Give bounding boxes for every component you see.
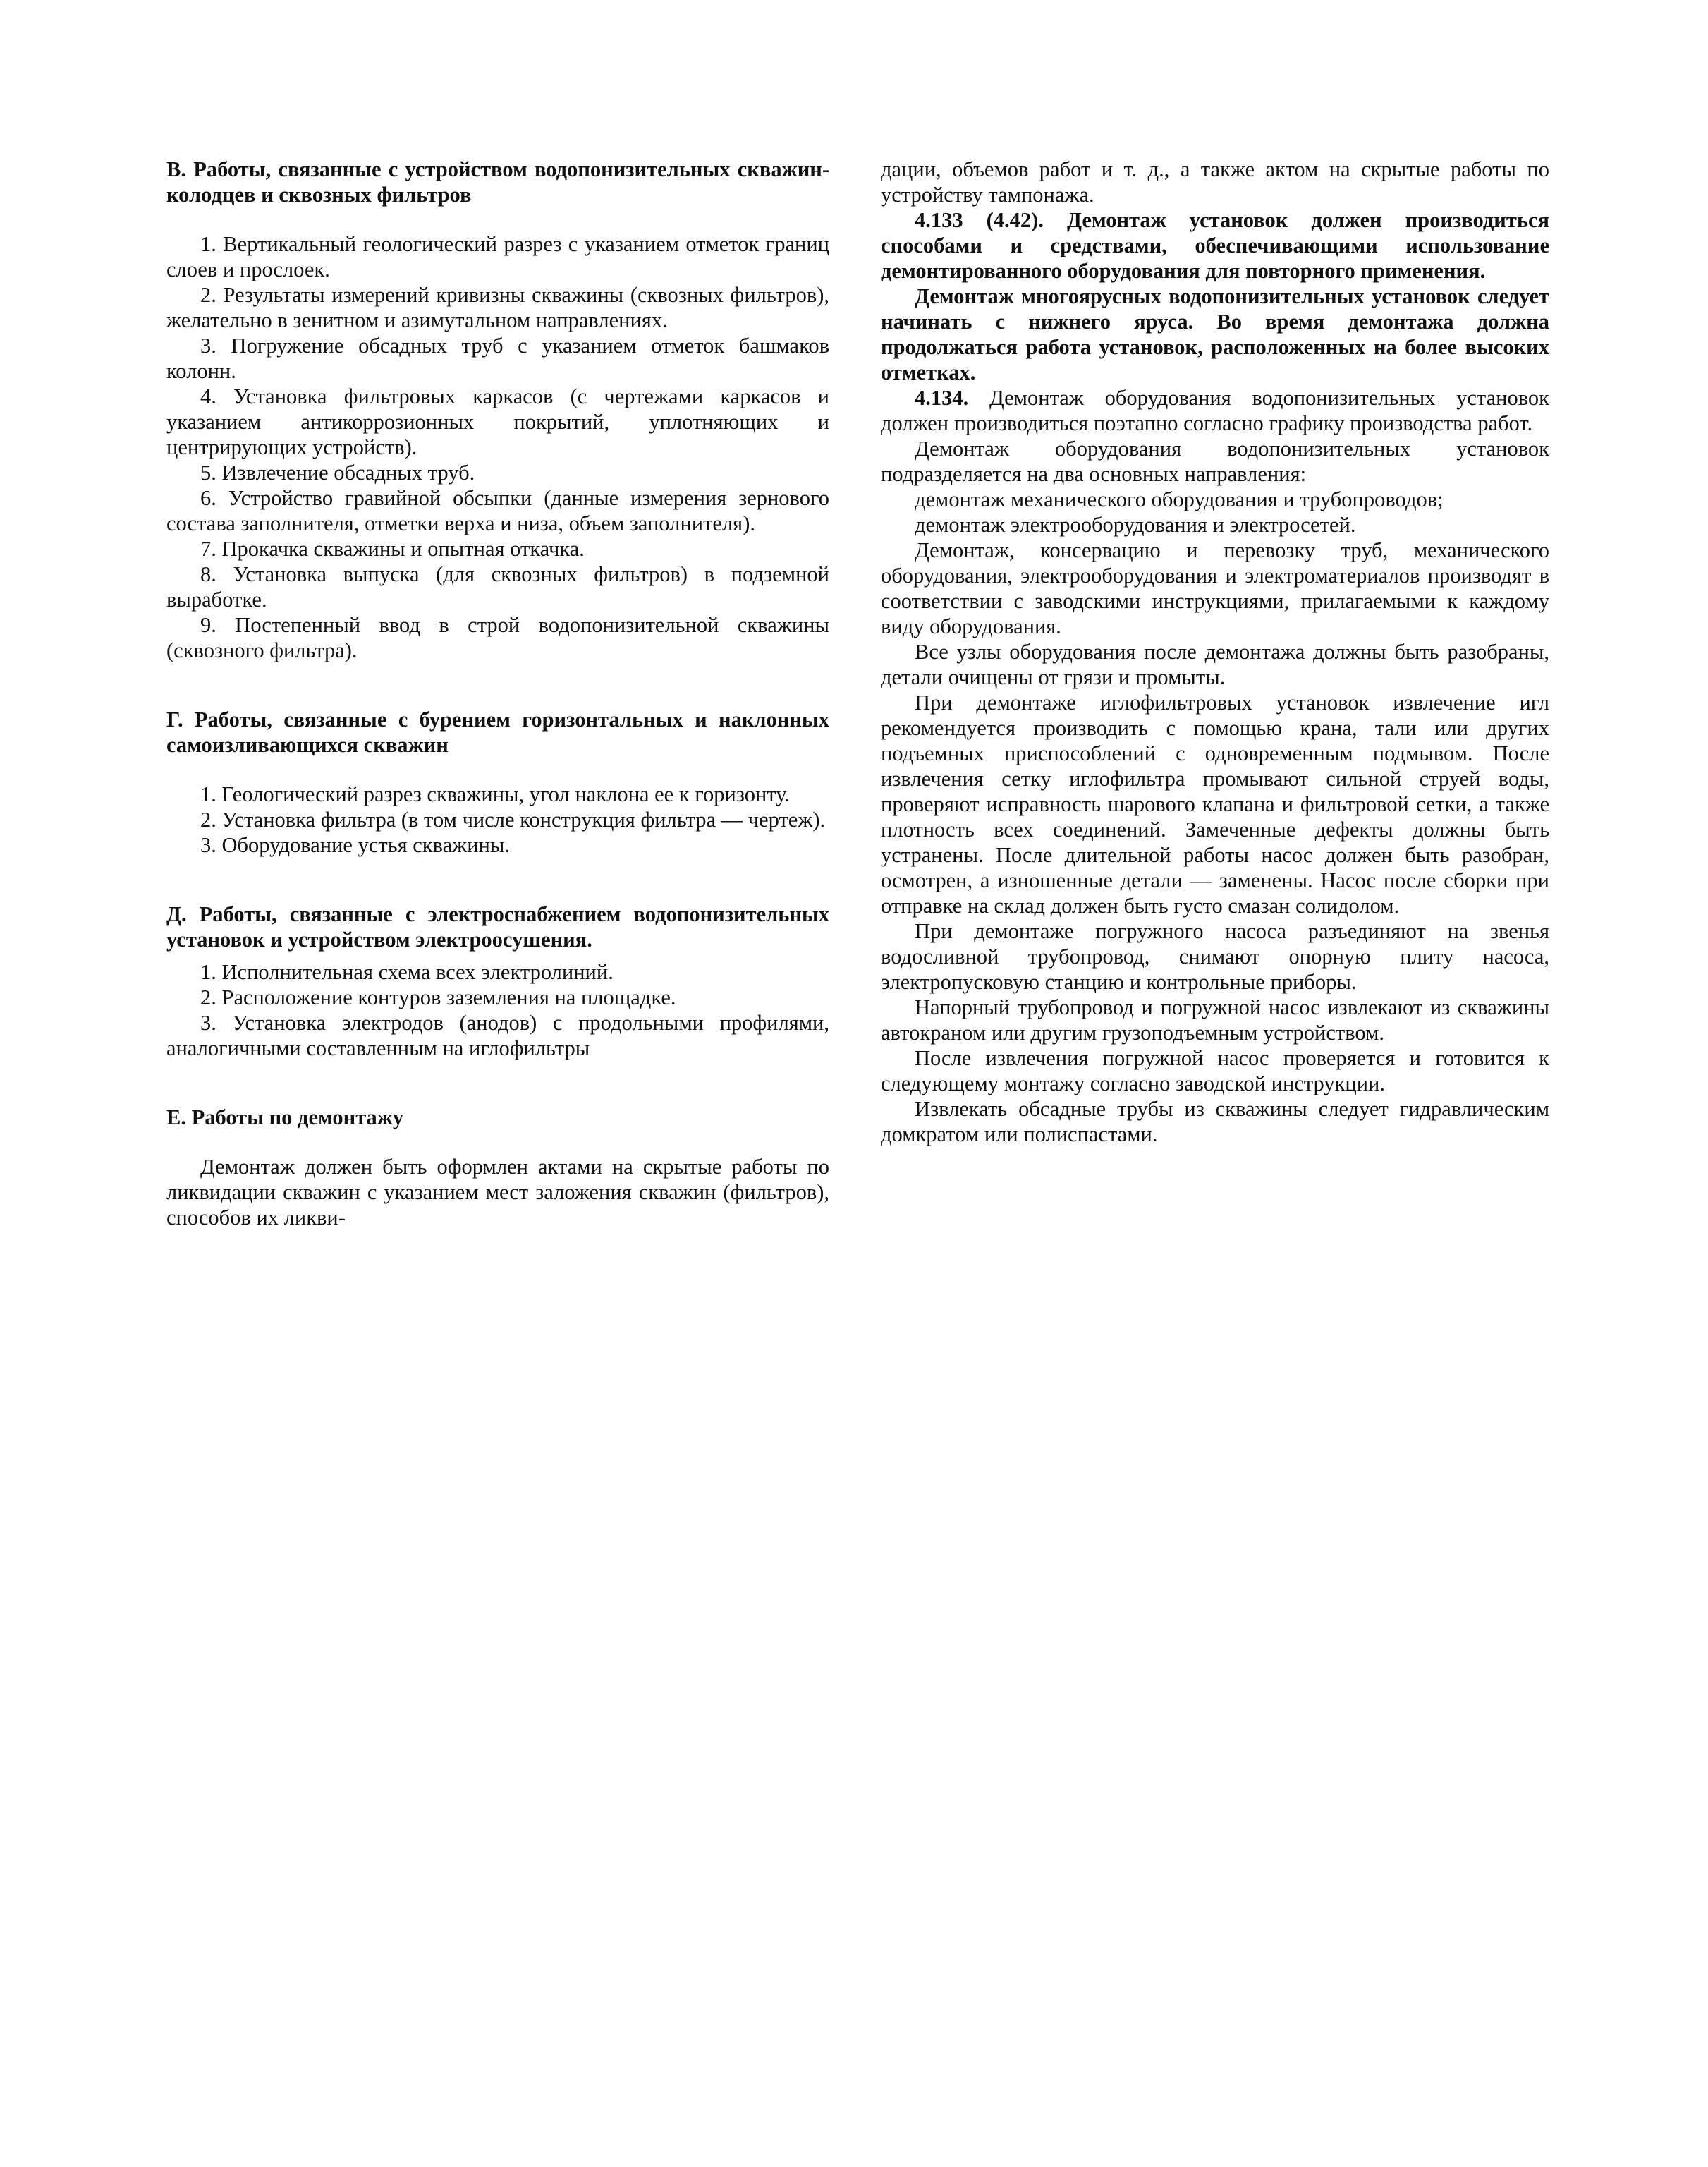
clause-4-134	[881, 385, 1549, 436]
continuation-paragraph: дации, объемов работ и т. д., а также актом на скрытые работы по устройству тампонажа.	[881, 157, 1549, 207]
clause-4-133	[881, 207, 1549, 284]
left-column	[166, 157, 829, 1230]
list-item: 7. Прокачка скважины и опытная откачка.	[200, 537, 585, 561]
paragraph: При демонтаже иглофильтровых установок извлечение игл рекомендуется производить с помощью крана, тали или других подъемных приспособлений с одновременным подмывом. После извлечения сетку иглофильтра промывают сильной струей воды, проверяют исправность шарового клапана и фильтровой сетки, а также плотность всех соединений. Замеченные дефекты должны быть устранены. После длительной работы насос должен быть разобран, осмотрен, а изношенные детали — заменены. Насос после сборки при отправке на склад должен быть густо смазан солидолом.	[881, 691, 1549, 918]
section-v-heading: В. Работы, связанные с устройством водопонизительных скважин-колодцев и сквозных фильтров	[166, 157, 829, 207]
clause-text: Демонтаж оборудования водопонизительных установок должен производиться поэтапно согласно графику производства работ.	[881, 386, 1550, 435]
paragraph: При демонтаже погружного насоса разъединяют на звенья водосливной трубопровод, снимают опорную плиту насоса, электропусковую станцию и контрольные приборы.	[881, 919, 1549, 994]
section-g-heading: Г. Работы, связанные с бурением горизонтальных и наклонных самоизливающихся скважин	[166, 708, 829, 757]
section-e-paragraph: Демонтаж должен быть оформлен актами на скрытые работы по ликвидации скважин с указанием мест заложения скважин (фильтров), способов их ликви-	[166, 1155, 829, 1230]
paragraph: Все узлы оборудования после демонтажа должны быть разобраны, детали очищены от грязи и промыты.	[881, 640, 1549, 689]
clause-text: Демонтаж установок должен производиться способами и средствами, обеспечивающими использование демонтированного оборудования для повторного применения.	[881, 208, 1550, 283]
section-d-heading: Д. Работы, связанные с электроснабжением водопонизительных установок и устройством электроосушения.	[166, 902, 829, 952]
paragraph: демонтаж электрооборудования и электросетей.	[915, 513, 1356, 537]
list-item: 1. Исполнительная схема всех электролиний.	[200, 960, 614, 984]
right-column	[881, 157, 1549, 1147]
paragraph: Демонтаж, консервацию и перевозку труб, механического оборудования, электрооборудования и электроматериалов производят в соответствии с заводскими инструкциями, прилагаемыми к каждому виду оборудования.	[881, 538, 1549, 638]
list-item: 5. Извлечение обсадных труб.	[200, 461, 475, 485]
list-item: 2. Расположение контуров заземления на площадке.	[200, 985, 676, 1009]
list-item: 2. Установка фильтра (в том числе конструкция фильтра — чертеж).	[200, 808, 826, 832]
list-item: 9. Постепенный ввод в строй водопонизительной скважины (сквозного фильтра).	[166, 613, 829, 662]
paragraph: После извлечения погружной насос проверяется и готовится к следующему монтажу согласно заводской инструкции.	[881, 1046, 1549, 1095]
list-item: 3. Установка электродов (анодов) с продольными профилями, аналогичными составленным на иглофильтры	[166, 1011, 829, 1060]
paragraph: демонтаж механического оборудования и трубопроводов;	[915, 487, 1444, 511]
list-item: 1. Геологический разрез скважины, угол наклона ее к горизонту.	[200, 782, 791, 806]
paragraph: Извлекать обсадные трубы из скважины следует гидравлическим домкратом или полиспастами.	[881, 1097, 1549, 1146]
list-item: 3. Погружение обсадных труб с указанием отметок башмаков колонн.	[166, 334, 829, 383]
paragraph: Напорный трубопровод и погружной насос извлекают из скважины автокраном или другим грузоподъемным устройством.	[881, 995, 1549, 1045]
list-item: 3. Оборудование устья скважины.	[200, 833, 510, 857]
clause-number: 4.134.	[915, 386, 969, 410]
paragraph: Демонтаж оборудования водопонизительных установок подразделяется на два основных направления:	[881, 437, 1549, 486]
list-item: 8. Установка выпуска (для сквозных фильтров) в подземной выработке.	[166, 562, 829, 612]
list-item: 1. Вертикальный геологический разрез с указанием отметок границ слоев и прослоек.	[166, 232, 829, 281]
section-e-heading: Е. Работы по демонтажу	[166, 1105, 404, 1129]
list-item: 2. Результаты измерений кривизны скважины (сквозных фильтров), желательно в зенитном и азимутальном направлениях.	[166, 283, 829, 332]
list-item: 6. Устройство гравийной обсыпки (данные измерения зернового состава заполнителя, отметки верха и низа, объем заполнителя).	[166, 486, 829, 535]
clause-number: 4.133 (4.42).	[915, 208, 1044, 232]
clause-4-133-paragraph-2: Демонтаж многоярусных водопонизительных установок следует начинать с нижнего яруса. Во время демонтажа должна продолжаться работа установок, расположенных на более высоких отметках.	[881, 284, 1549, 384]
list-item: 4. Установка фильтровых каркасов (с чертежами каркасов и указанием антикоррозионных покрытий, уплотняющих и центрирующих устройств).	[166, 384, 829, 459]
